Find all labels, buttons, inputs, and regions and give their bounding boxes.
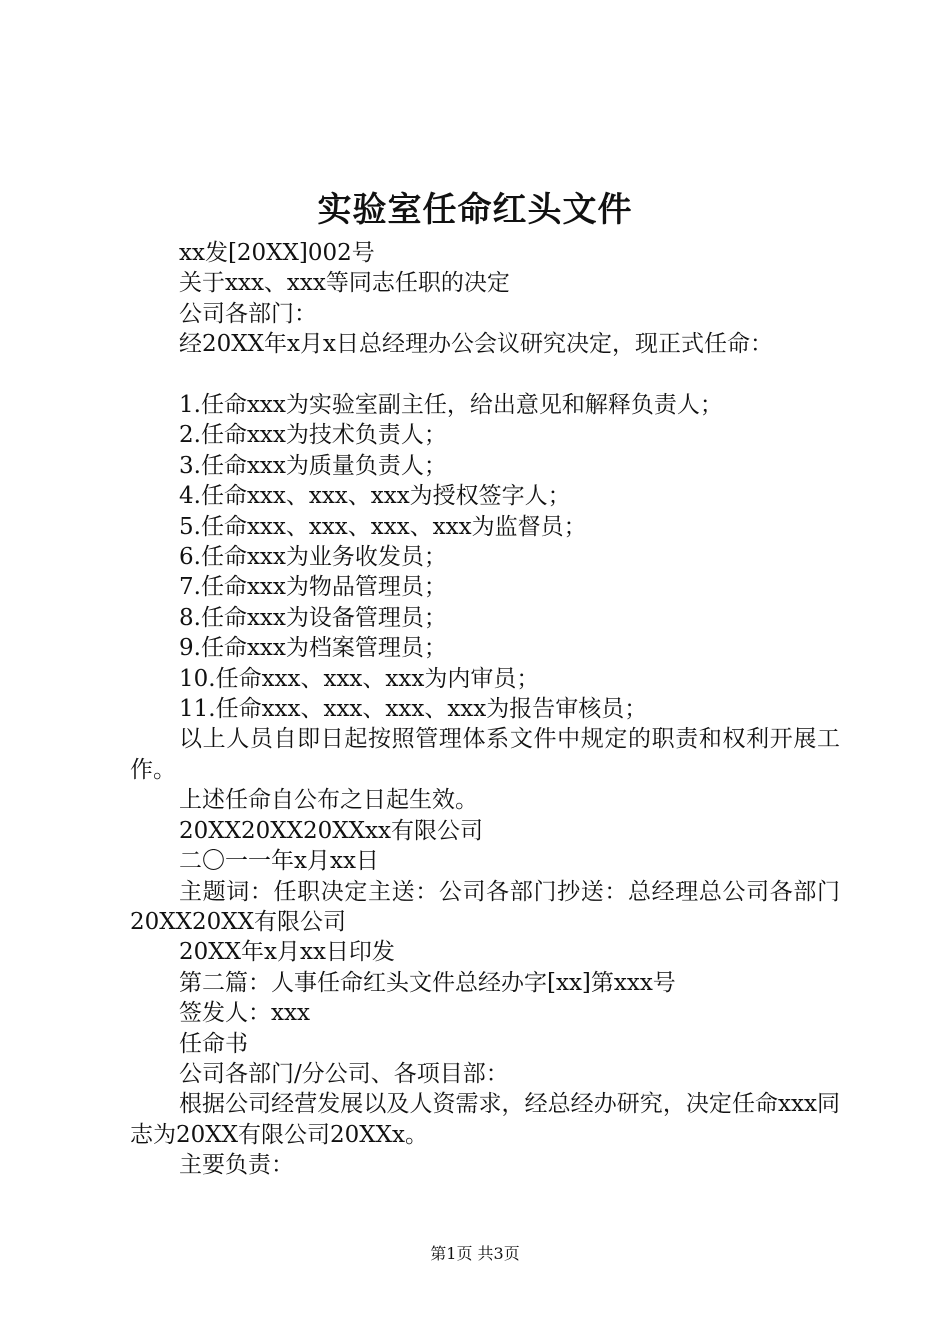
appointment-item: 3.任命xxx为质量负责人； xyxy=(179,452,447,479)
appointment-item: 2.任命xxx为技术负责人； xyxy=(179,422,447,449)
duties-paragraph: 以上人员自即日起按照管理体系文件中规定的职责和权利开展工作。 xyxy=(130,726,840,783)
effective-paragraph: 上述任命自公布之日起生效。 xyxy=(179,787,478,814)
blank-line xyxy=(130,360,840,390)
page-footer: 第1页 共3页 xyxy=(430,1244,520,1263)
document-title: 实验室任命红头文件 xyxy=(317,190,633,230)
company-signature: 20XX20XX20XXxx有限公司 xyxy=(179,817,483,844)
responsibilities-heading: 主要负责： xyxy=(179,1152,294,1179)
keywords-paragraph: 主题词：任职决定主送：公司各部门抄送：总经理总公司各部门20XX20XX有限公司 xyxy=(130,878,840,935)
appointment-item: 1.任命xxx为实验室副主任，给出意见和解释负责人； xyxy=(179,392,723,419)
appointment-item: 9.任命xxx为档案管理员； xyxy=(179,635,447,662)
second-recipient-line: 公司各部门/分公司、各项目部： xyxy=(179,1060,509,1087)
appointment-item: 6.任命xxx为业务收发员； xyxy=(179,544,447,571)
appointment-item: 4.任命xxx、xxx、xxx为授权签字人； xyxy=(179,483,571,510)
appointment-item: 8.任命xxx为设备管理员； xyxy=(179,604,447,631)
appointment-item: 5.任命xxx、xxx、xxx、xxx为监督员； xyxy=(179,513,587,540)
document-body xyxy=(130,238,840,1181)
decision-subject: 关于xxx、xxx等同志任职的决定 xyxy=(179,270,510,297)
intro-paragraph: 经20XX年x月x日总经理办公会议研究决定，现正式任命： xyxy=(179,331,773,358)
appointment-item: 7.任命xxx为物品管理员； xyxy=(179,574,447,601)
recipient-line: 公司各部门： xyxy=(179,300,317,327)
print-date: 20XX年x月xx日印发 xyxy=(179,939,395,966)
document-number: xx发[20XX]002号 xyxy=(179,240,375,266)
appointment-paragraph: 根据公司经营发展以及人资需求，经总经办研究，决定任命xxx同志为20XX有限公司20XXx。 xyxy=(130,1091,840,1148)
issuer-line: 签发人：xxx xyxy=(179,1000,310,1027)
second-section-heading: 第二篇：人事任命红头文件总经办字[xx]第xxx号 xyxy=(179,969,676,996)
appointment-letter-heading: 任命书 xyxy=(179,1030,248,1057)
appointment-item: 11.任命xxx、xxx、xxx、xxx为报告审核员； xyxy=(179,696,648,723)
signature-date: 二〇一一年x月xx日 xyxy=(179,848,379,875)
appointment-item: 10.任命xxx、xxx、xxx为内审员； xyxy=(179,665,540,692)
